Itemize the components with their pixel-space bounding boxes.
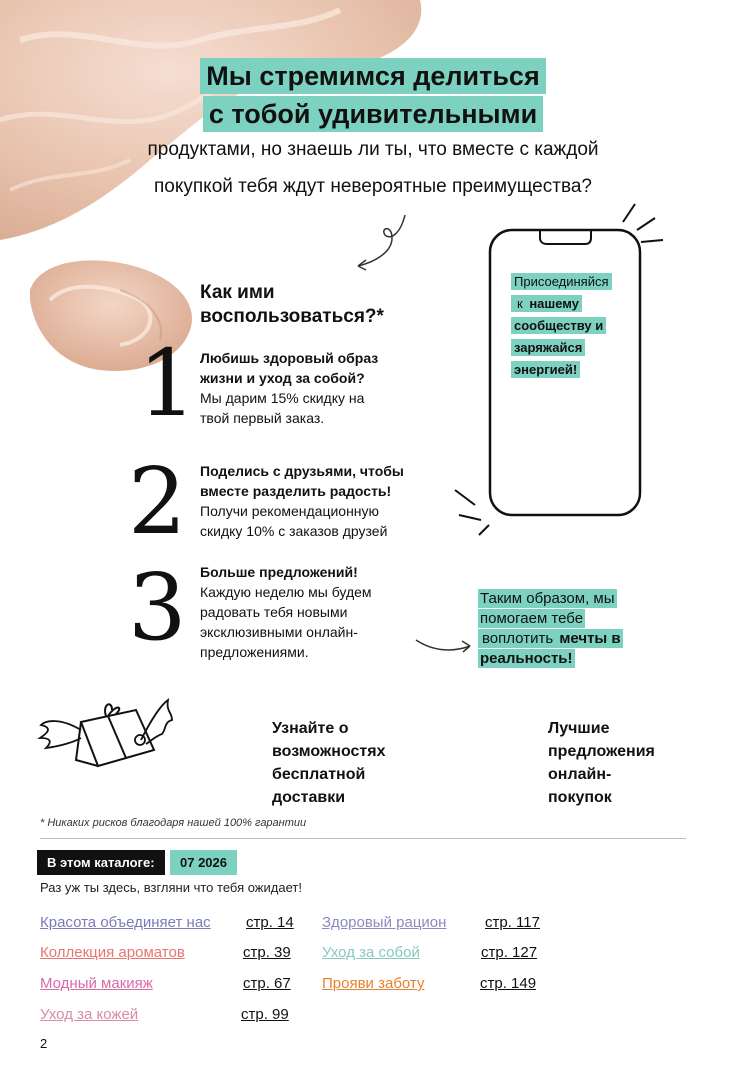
step-1 (200, 348, 440, 428)
step-1-text-2: твой первый заказ. (200, 410, 325, 426)
delivery-line-3: бесплатной (272, 766, 366, 783)
step-1-bold-2: жизни и уход за собой? (200, 370, 365, 386)
phone-line-5: энергией! (514, 362, 578, 377)
step-3-text-2: радовать тебя новыми (200, 604, 348, 620)
toc-page-makeup[interactable]: стр. 67 (243, 975, 291, 992)
subtitle-line-2: покупкой тебя ждут невероятные преимущества? (154, 176, 592, 197)
title-line-2: с тобой удивительными (203, 96, 543, 132)
toc-link-skincare[interactable]: Уход за кожей (40, 1006, 139, 1023)
online-offers-feature (548, 717, 655, 809)
phone-message (511, 271, 612, 381)
toc-link-selfcare[interactable]: Уход за собой (322, 944, 420, 961)
step-3-bold-1: Больше предложений! (200, 564, 358, 580)
guarantee-footnote: * Никаких рисков благодаря нашей 100% гарантии (40, 817, 307, 829)
online-line-1: Лучшие (548, 720, 610, 737)
dream-line-2: помогаем тебе (480, 610, 584, 627)
curly-arrow-icon (350, 210, 410, 280)
dream-line-3b: мечты в (559, 630, 621, 647)
toc-page-fragrance[interactable]: стр. 39 (243, 944, 291, 961)
page-number: 2 (40, 1036, 48, 1051)
delivery-line-1: Узнайте о (272, 720, 349, 737)
catalog-hint: Раз уж ты здесь, взгляни что тебя ожидает! (40, 880, 302, 895)
free-delivery-feature (272, 717, 385, 809)
delivery-line-4: доставки (272, 789, 346, 806)
toc-page-nutrition[interactable]: стр. 117 (485, 914, 540, 931)
step-1-bold-1: Любишь здоровый образ (200, 350, 379, 366)
toc-link-beauty[interactable]: Красота объединяет нас (40, 914, 211, 931)
step-2 (200, 461, 460, 541)
step-2-bold-1: Поделись с друзьями, чтобы (200, 463, 404, 479)
step-1-text-1: Мы дарим 15% скидку на (200, 390, 365, 406)
toc-link-nutrition[interactable]: Здоровый рацион (322, 914, 447, 931)
catalog-label: В этом каталоге: (37, 850, 165, 875)
toc-link-care[interactable]: Прояви заботу (322, 975, 425, 992)
dream-statement (478, 589, 623, 669)
online-line-2: предложения (548, 743, 655, 760)
how-to-heading (200, 281, 384, 329)
step-3-text-4: предложениями. (200, 644, 309, 660)
subtitle-line-1: продуктами, но знаешь ли ты, что вместе с каждой (147, 139, 599, 160)
step-number-1: 1 (138, 330, 197, 437)
toc-page-beauty[interactable]: стр. 14 (246, 914, 294, 931)
step-2-bold-2: вместе разделить радость! (200, 483, 392, 499)
phone-line-1: Присоединяйся (511, 273, 612, 290)
step-number-2: 2 (128, 448, 187, 555)
step-number-3: 3 (128, 554, 187, 661)
step-3-text-3: эксклюзивными онлайн- (200, 624, 358, 640)
step-3 (200, 562, 440, 662)
online-line-3: онлайн- (548, 766, 612, 783)
dream-line-1: Таким образом, мы (480, 590, 615, 607)
arrow-right-icon (414, 630, 474, 660)
dream-line-3a: воплотить (482, 630, 558, 647)
title-line-1: Мы стремимся делиться (200, 58, 545, 94)
step-2-text-1: Получи рекомендационную (200, 503, 380, 519)
toc-link-fragrance[interactable]: Коллекция ароматов (40, 944, 185, 961)
phone-line-2b: нашему (529, 296, 579, 311)
online-line-4: покупок (548, 789, 612, 806)
how-to-heading-line-2: воспользоваться?* (200, 306, 384, 327)
step-3-text-1: Каждую неделю мы будем (200, 584, 372, 600)
page-title (0, 58, 746, 134)
divider (40, 838, 686, 839)
toc-page-selfcare[interactable]: стр. 127 (481, 944, 538, 961)
how-to-heading-line-1: Как ими (200, 282, 275, 303)
phone-line-4: заряжайся (514, 340, 583, 355)
toc-page-care[interactable]: стр. 149 (480, 975, 537, 992)
step-2-text-2: скидку 10% с заказов друзей (200, 523, 388, 539)
phone-line-2a: к (514, 295, 529, 312)
flying-gift-icon (36, 690, 176, 790)
phone-line-3: сообществу и (514, 318, 604, 333)
toc-link-makeup[interactable]: Модный макияж (40, 975, 153, 992)
delivery-line-2: возможностях (272, 743, 386, 760)
catalog-issue: 07 2026 (170, 850, 237, 875)
toc-page-skincare[interactable]: стр. 99 (241, 1006, 289, 1023)
dream-line-4: реальность! (480, 650, 573, 667)
